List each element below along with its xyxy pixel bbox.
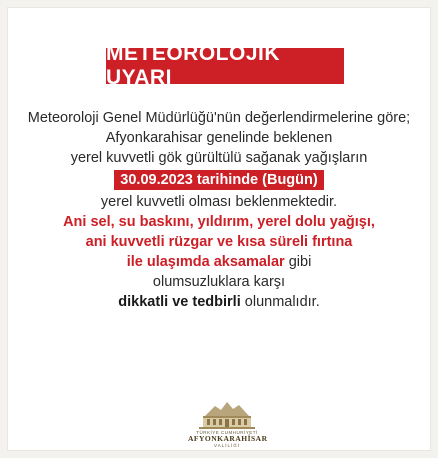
hazard-line-3 xyxy=(8,252,430,272)
emblem-line-2: AFYONKARAHİSAR xyxy=(188,434,268,443)
hazard-line-3-bold: ile ulaşımda aksamalar xyxy=(126,254,285,270)
hazard-line-1: Ani sel, su baskını, yıldırım, yerel dolu yağışı, xyxy=(63,214,375,230)
date-highlight: 30.09.2023 tarihinde (Bugün) xyxy=(114,170,323,190)
emblem-line-3: VALİLİĞİ xyxy=(214,443,240,448)
governorship-logo xyxy=(188,400,266,458)
caution-bold: dikkatli ve tedbirli xyxy=(118,294,241,310)
date-line xyxy=(8,168,430,192)
hazard-line-2: ani kuvvetli rüzgar ve kısa süreli fırtına xyxy=(85,234,353,250)
emblem-line-1: TÜRKİYE CUMHURİYETİ xyxy=(196,430,258,435)
body-line-1: Meteoroloji Genel Müdürlüğü'nün değerlendirmelerine göre; xyxy=(27,110,411,126)
body-line-7: olumsuzluklara karşı xyxy=(152,274,286,290)
caution-rest: olunmalıdır. xyxy=(240,294,320,310)
announcement-card xyxy=(8,8,430,450)
announcement-body xyxy=(8,108,430,312)
caution-line xyxy=(8,292,430,312)
castle-building-icon xyxy=(195,400,259,430)
body-line-3: yerel kuvvetli gök gürültülü sağanak yağışların xyxy=(70,150,368,166)
warning-title: METEOROLOJİK UYARI xyxy=(106,48,344,84)
body-line-2: Afyonkarahisar genelinde beklenen xyxy=(105,130,333,146)
body-line-5: yerel kuvvetli olması beklenmektedir. xyxy=(100,194,338,210)
hazard-line-3-rest: gibi xyxy=(284,254,312,270)
